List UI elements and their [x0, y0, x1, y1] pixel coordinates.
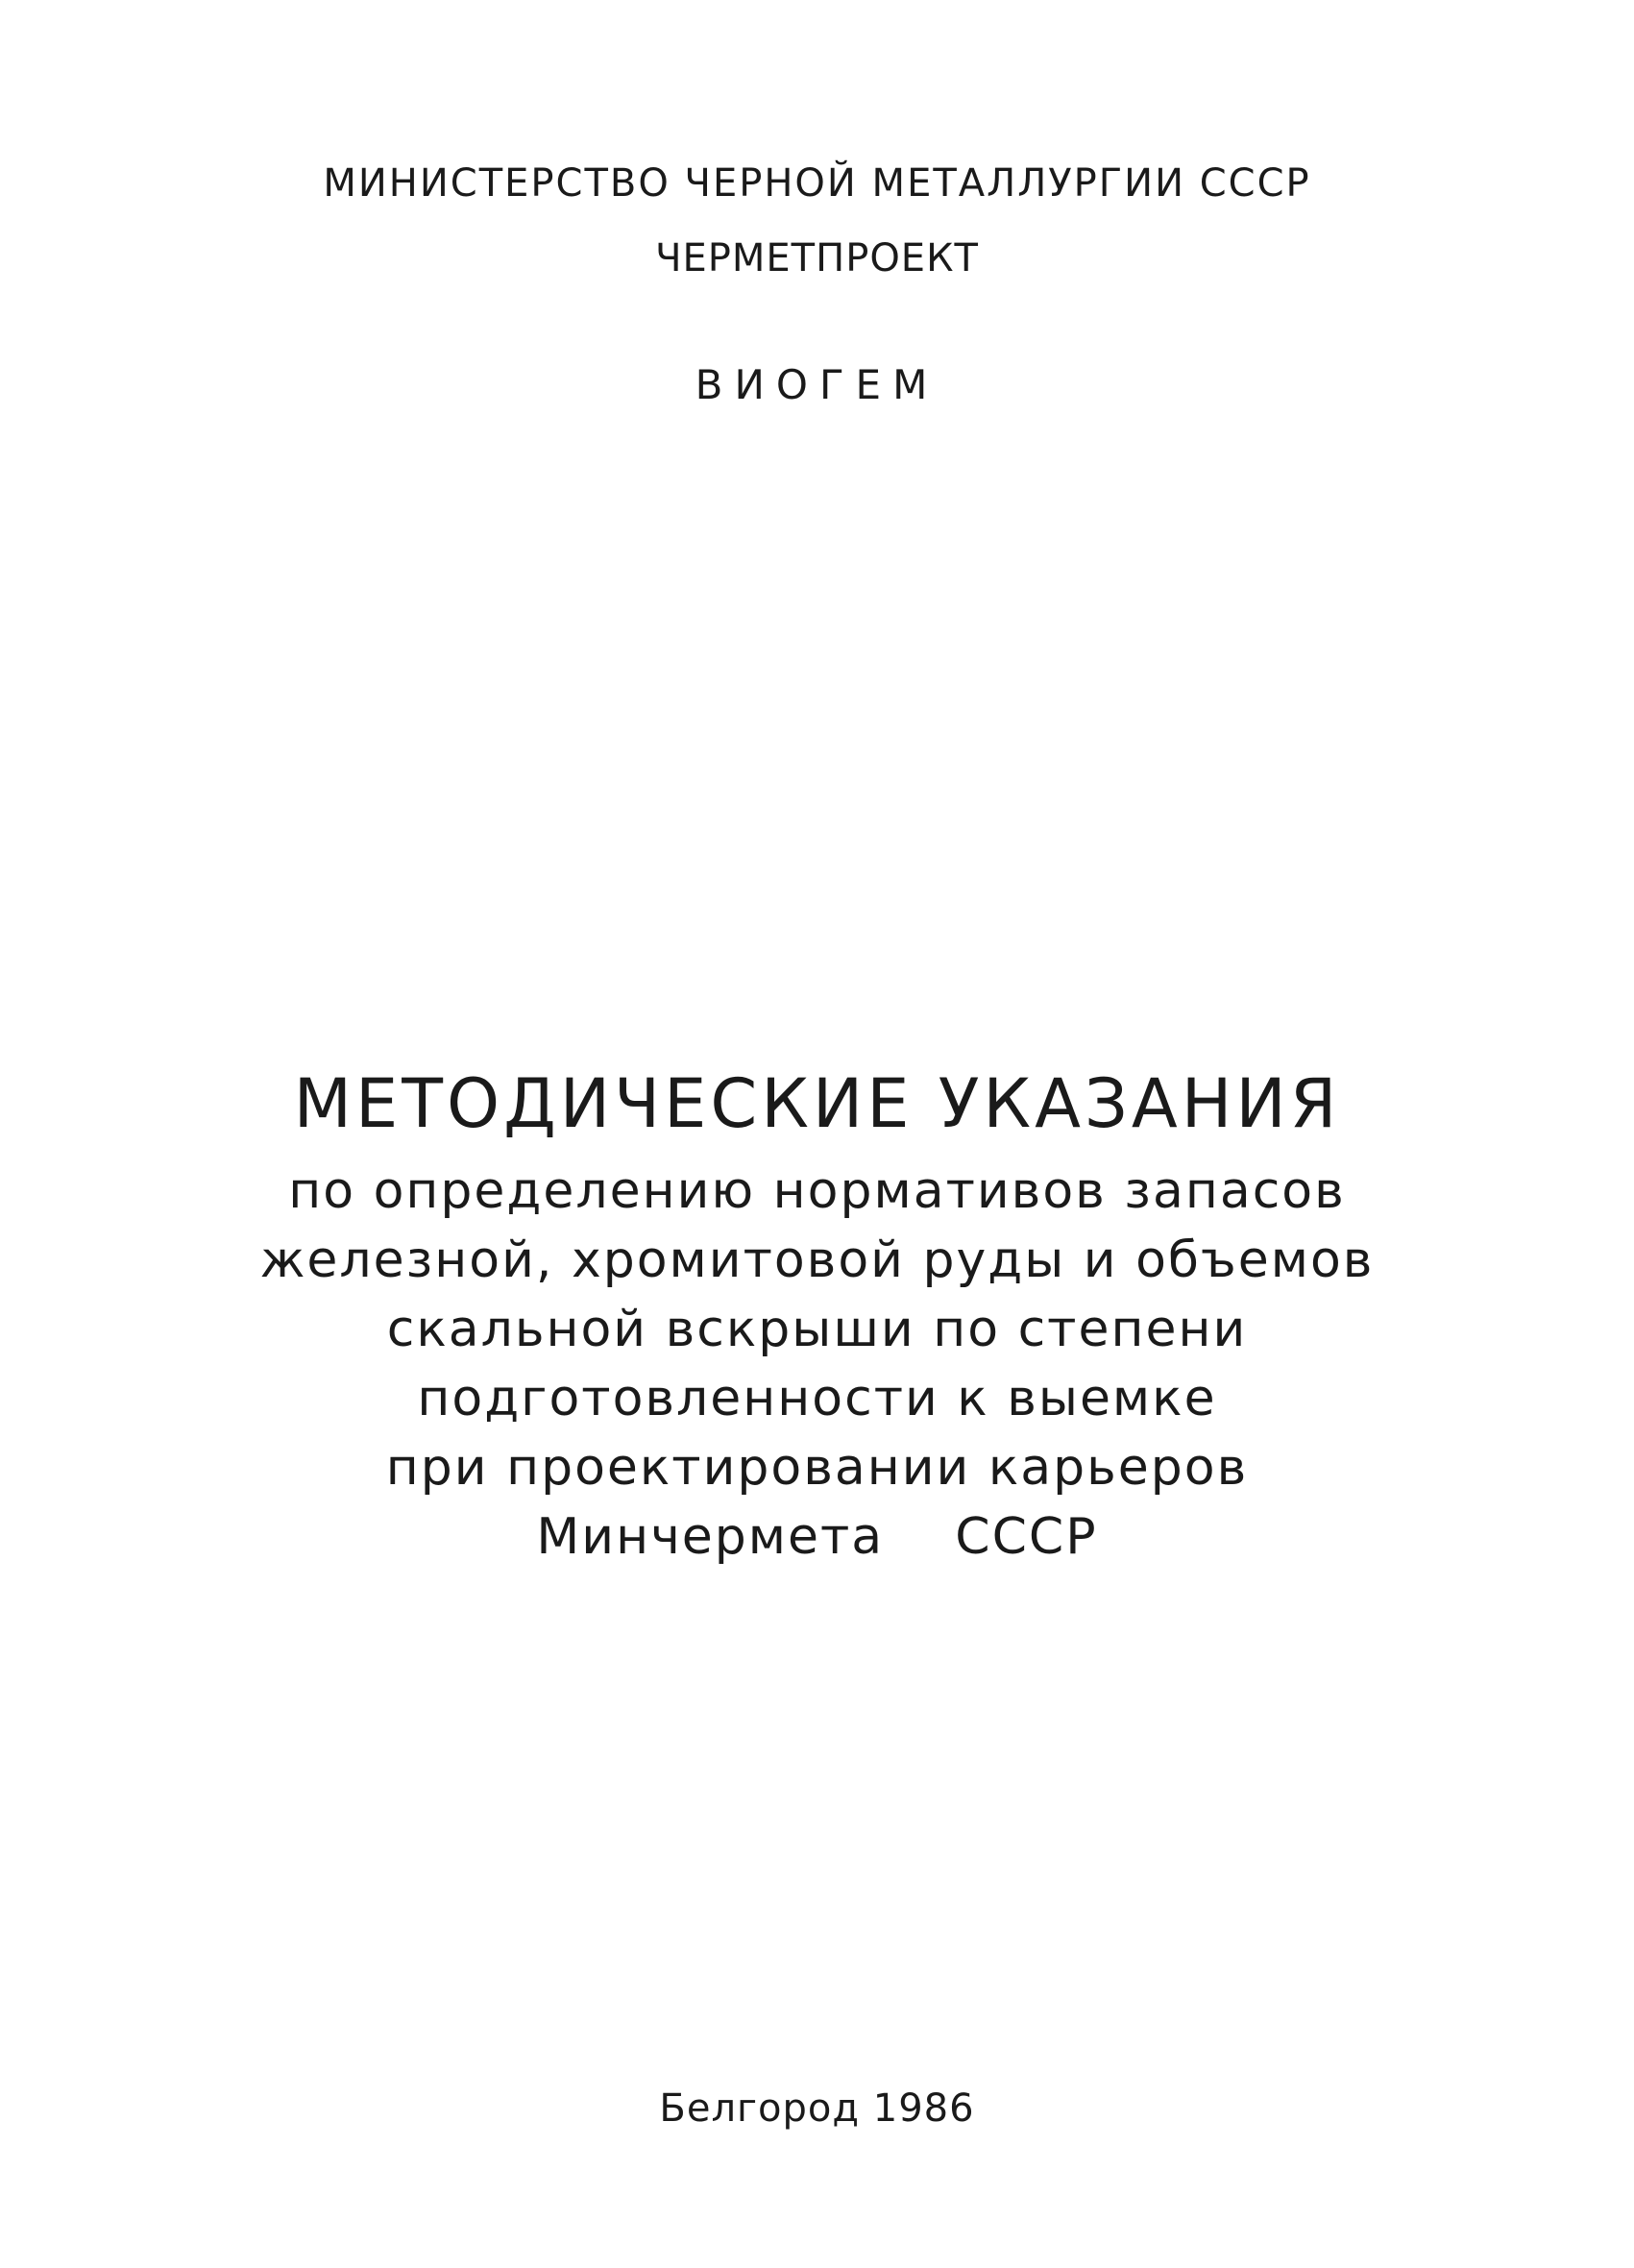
ministry-name: МИНИСТЕРСТВО ЧЕРНОЙ МЕТАЛЛУРГИИ СССР: [323, 161, 1311, 206]
organization-name: ЧЕРМЕТПРОЕКТ: [655, 236, 979, 280]
document-subtitle-line: скальной вскрыши по степени: [386, 1301, 1248, 1358]
place-and-year: Белгород 1986: [659, 2086, 975, 2131]
document-subtitle-line: Минчермета СССР: [536, 1508, 1098, 1566]
document-subtitle-line: железной, хромитовой руды и объемов: [259, 1232, 1375, 1289]
document-subtitle-line: подготовленности к выемке: [417, 1370, 1217, 1427]
institute-name: ВИОГЕМ: [695, 361, 939, 408]
document-subtitle-line: при проектировании карьеров: [385, 1439, 1249, 1497]
document-subtitle-line: по определению нормативов запасов: [288, 1162, 1346, 1220]
document-title: МЕТОДИЧЕСКИЕ УКАЗАНИЯ: [293, 1064, 1341, 1143]
